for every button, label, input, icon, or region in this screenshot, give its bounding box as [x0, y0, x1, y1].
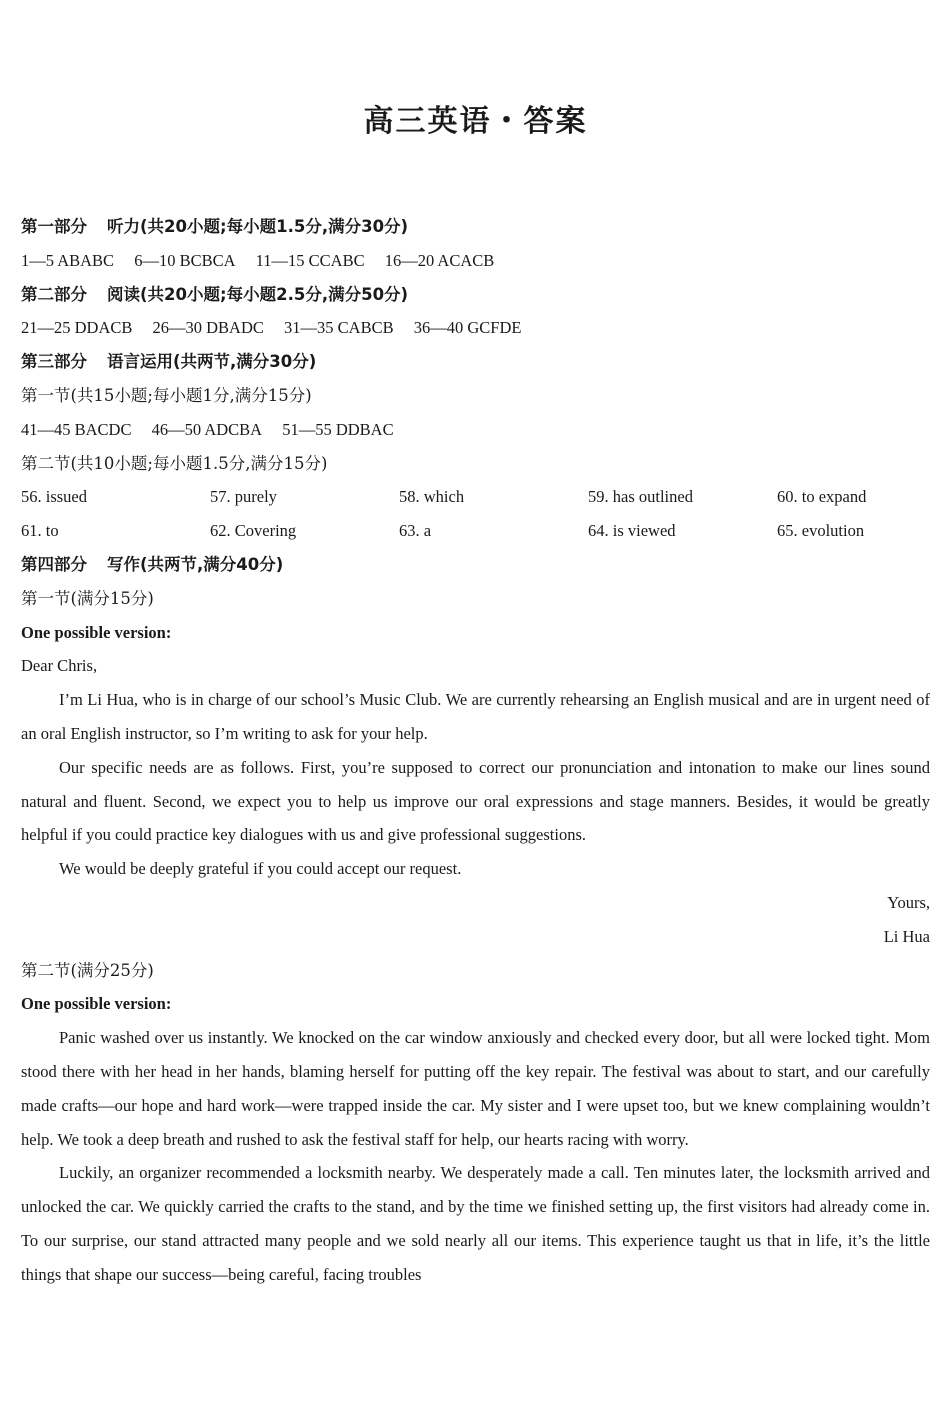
page-title: 高三英语・答案	[363, 104, 588, 139]
answer-group: 11—15 CCABC	[255, 250, 365, 270]
part4-section1-title: 第一节(满分15分)	[21, 588, 154, 608]
fill-answer: 57. purely	[210, 487, 277, 507]
answer-group: 1—5 ABABC	[21, 250, 115, 270]
answer-group: 41—45 BACDC	[21, 419, 132, 439]
part4-heading	[21, 548, 930, 582]
fill-answer: 64. is viewed	[588, 521, 676, 541]
part3-heading-num: 第三部分	[21, 352, 87, 372]
version-label: One possible version:	[21, 622, 172, 642]
part4-heading-text: 写作(共两节,满分40分)	[107, 554, 284, 574]
letter-paragraph: I’m Li Hua, who is in charge of our school’s Music Club. We are currently rehearsing an English musical and are in urgent need of an oral English instructor, so I’m writing to ask for your help.	[21, 690, 930, 743]
letter-paragraph: We would be deeply grateful if you could accept our request.	[59, 859, 462, 879]
letter-closing: Yours,	[887, 892, 930, 912]
part3-heading-text: 语言运用(共两节,满分30分)	[107, 352, 317, 372]
answer-group: 21—25 DDACB	[21, 318, 133, 338]
part2-answers	[21, 311, 930, 345]
answer-group: 46—50 ADCBA	[151, 419, 263, 439]
letter-signature: Li Hua	[883, 926, 930, 946]
answer-group: 31—35 CABCB	[284, 318, 394, 338]
part1-heading	[21, 210, 930, 244]
part4-heading-num: 第四部分	[21, 554, 87, 574]
part1-answers	[21, 244, 930, 278]
answer-content	[21, 210, 930, 1292]
part3-heading	[21, 345, 930, 379]
fill-answer: 61. to	[21, 521, 59, 541]
letter-greeting: Dear Chris,	[21, 656, 98, 676]
fill-answer: 60. to expand	[777, 487, 867, 507]
part3-section2-row2	[21, 514, 930, 548]
part2-heading	[21, 278, 930, 312]
fill-answer: 58. which	[399, 487, 465, 507]
part3-section1-title: 第一节(共15小题;每小题1分,满分15分)	[21, 385, 312, 405]
part4-section2-title: 第二节(满分25分)	[21, 960, 154, 980]
fill-answer: 59. has outlined	[588, 487, 693, 507]
fill-answer: 62. Covering	[210, 521, 297, 541]
letter-paragraph: Our specific needs are as follows. First, you’re supposed to correct our pronunciation and intonation to make our lines sound natural and fluent. Second, we expect you to help us improve our oral expressions and stage manners. Besides, it would be greatly helpful if you could practice key dialogues with us and give professional suggestions.	[21, 757, 930, 845]
part2-heading-num: 第二部分	[21, 284, 87, 304]
answer-group: 16—20 ACACB	[384, 250, 495, 270]
fill-answer: 56. issued	[21, 487, 87, 507]
part3-section1-answers	[21, 413, 930, 447]
answer-group: 36—40 GCFDE	[413, 318, 522, 338]
part2-heading-text: 阅读(共20小题;每小题2.5分,满分50分)	[107, 284, 409, 304]
answer-group: 51—55 DDBAC	[282, 419, 394, 439]
part3-section2-title: 第二节(共10小题;每小题1.5分,满分15分)	[21, 453, 328, 473]
story-paragraph: Panic washed over us instantly. We knocked on the car window anxiously and checked every door, but all were locked tight. Mom stood there with her head in her hands, blaming herself for putting off the key repair. The festival was about to start, and our carefully made crafts—our hope and hard work—were trapped inside the car. My sister and I were upset too, but we knew complaining wouldn’t help. We took a deep breath and rushed to ask the festival staff for help, our hearts racing with worry.	[21, 1028, 930, 1149]
fill-answer: 65. evolution	[777, 521, 865, 541]
part1-heading-num: 第一部分	[21, 217, 87, 236]
story-paragraph: Luckily, an organizer recommended a locksmith nearby. We desperately made a call. Ten minutes later, the locksmith arrived and unlocked the car. We quickly carried the crafts to the stand, and by the time we finished setting up, the first visitors had already come in. To our surprise, our stand attracted many people and we sold nearly all our items. This experience taught us that in life, it’s the little things that shape our success—being careful, facing troubles	[21, 1163, 930, 1284]
version-label: One possible version:	[21, 994, 172, 1014]
fill-answer: 63. a	[399, 521, 432, 541]
answer-group: 6—10 BCBCA	[134, 250, 236, 270]
part1-heading-text: 听力(共20小题;每小题1.5分,满分30分)	[107, 217, 409, 236]
answer-group: 26—30 DBADC	[152, 318, 264, 338]
part3-section2-row1	[21, 480, 930, 514]
